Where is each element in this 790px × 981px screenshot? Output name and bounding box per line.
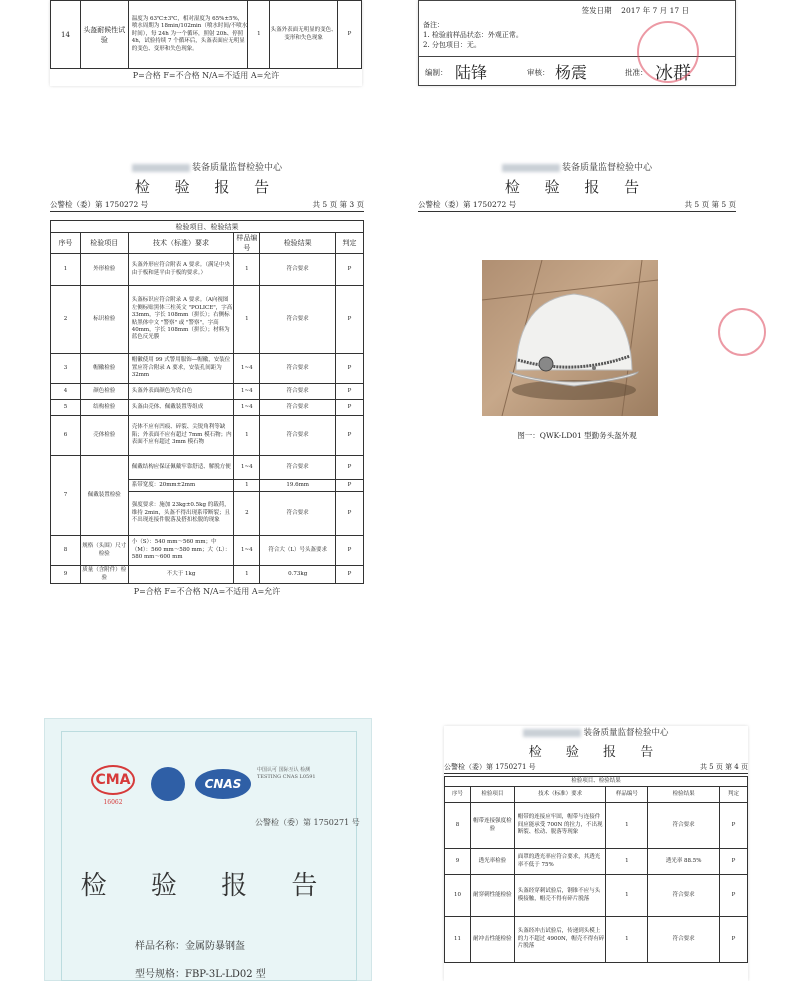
remarks — [423, 21, 523, 50]
cell-sample: 1 — [606, 875, 648, 917]
cell-result: 符合要求 — [648, 875, 720, 917]
cell-sample: 1 — [234, 286, 260, 354]
legend: P=合格 F=不合格 N/A=不适用 A=允许 — [133, 587, 281, 596]
table-row — [51, 254, 364, 286]
cell-req: 帽带的连接应牢固，帽带与连接件间应能承受 700N 的拉力，不出现断裂、松动、脱落等现象 — [514, 803, 606, 849]
report-number: 公警检（委）第 1750271 号 — [255, 818, 360, 827]
results-table — [444, 776, 748, 963]
table-row — [51, 566, 364, 584]
cell-judge: P — [336, 416, 364, 456]
ilac-logo — [151, 767, 185, 801]
org-name — [50, 160, 364, 173]
table-row — [51, 536, 364, 566]
report-info-row — [444, 762, 748, 774]
cell-sample: 1 — [234, 480, 260, 492]
cell-no: 3 — [51, 354, 81, 384]
cell-judge: P — [336, 480, 364, 492]
cell-result: 符合要求 — [260, 400, 336, 416]
cell-no: 9 — [445, 849, 471, 875]
col-header: 判定 — [336, 233, 364, 254]
report-info-row — [418, 199, 736, 212]
table-row — [445, 875, 748, 917]
report-number: 公警检（委）第 1750272 号 — [418, 200, 517, 209]
org-suffix: 装备质量监督检验中心 — [583, 728, 669, 738]
cell-item: 壳体检验 — [80, 416, 128, 456]
model-spec: 型号规格：FBP-3L-LD02 型 — [135, 969, 266, 980]
approver-label: 批准： — [625, 68, 648, 77]
cell-judge: P — [336, 566, 364, 584]
remarks-label: 备注： — [423, 21, 444, 29]
table-header — [445, 787, 748, 803]
cell-sample: 1 — [606, 849, 648, 875]
col-header: 检验项目 — [80, 233, 128, 254]
cell-item: 规格（头围）尺寸检验 — [80, 536, 128, 566]
cell-result: 0.73kg — [260, 566, 336, 584]
table-row — [51, 354, 364, 384]
cell-no: 8 — [445, 803, 471, 849]
cell-result: 符合要求 — [260, 254, 336, 286]
cell-result: 符合大（L）号头盔要求 — [260, 536, 336, 566]
cell-no: 9 — [51, 566, 81, 584]
cell-judge: P — [336, 384, 364, 400]
cell-req: 面罩的透光率应符合要求，其透光率不低于 75% — [514, 849, 606, 875]
cell-judge: P — [720, 803, 748, 849]
table-row — [51, 416, 364, 456]
cell-judge: P — [336, 254, 364, 286]
red-seal-stamp — [637, 21, 699, 83]
col-header: 样品编号 — [234, 233, 260, 254]
cell-sample: 1~4 — [234, 456, 260, 480]
cell-req: 壳体不应有凹痕、碎裂、尖锐角利等缺陷；外表面不应有超过 7mm 模石物；内表面不应有超过 3mm 模石物 — [128, 416, 234, 456]
table-caption: 检验项目、检验结果 — [445, 777, 748, 787]
cell-sample: 1 — [234, 566, 260, 584]
cell-result: 符合要求 — [260, 456, 336, 480]
table-row — [51, 400, 364, 416]
cell-result: 头盔外表面无明显的变色、变形和失色现象 — [270, 1, 338, 69]
report-page-top-left — [50, 0, 362, 86]
page-count: 共 5 页 第 5 页 — [684, 200, 736, 209]
cell-req: 头盔经穿刺试验后，钢锥不应与头模接触，帽壳不得有碎片脱落 — [514, 875, 606, 917]
report-cover-page — [44, 718, 372, 981]
cell-no: 14 — [51, 1, 81, 69]
cnas-logo: CNAS — [195, 769, 251, 799]
report-page-5 — [418, 160, 736, 460]
cell-result: 符合要求 — [260, 354, 336, 384]
cell-req: 强度要求：施加 23kg±0.5kg 的载荷，维持 2min，头盔不得出现系带断裂；且不出现连接件脱落及搭扣松脱的现象 — [128, 492, 234, 536]
redacted-block — [523, 729, 581, 737]
cell-judge: P — [336, 492, 364, 536]
cell-judge: P — [720, 849, 748, 875]
cell-item: 耐穿刺性能检验 — [470, 875, 514, 917]
cell-judge: P — [720, 875, 748, 917]
cell-no: 2 — [51, 286, 81, 354]
table-row — [445, 917, 748, 963]
report-title: 检 验 报 告 — [528, 745, 664, 760]
cell-judge: P — [336, 536, 364, 566]
report-page-top-right — [418, 0, 736, 86]
cell-no: 7 — [51, 456, 81, 536]
cell-sample: 1~4 — [234, 400, 260, 416]
table-row — [51, 1, 362, 69]
legend: P=合格 F=不合格 N/A=不适用 A=允许 — [132, 71, 280, 80]
cell-item: 透光率检验 — [470, 849, 514, 875]
cma-number: 16062 — [103, 799, 123, 806]
cell-result: 符合要求 — [648, 917, 720, 963]
remark-1: 1. 检验前样品状态：外观正常。 — [423, 30, 523, 39]
cell-req: 头盔由壳体、佩戴装置等组成 — [128, 400, 234, 416]
cell-sample: 1 — [606, 917, 648, 963]
col-header: 样品编号 — [606, 787, 648, 803]
cell-result: 符合要求 — [260, 492, 336, 536]
report-number: 公警检（委）第 1750271 号 — [444, 763, 536, 771]
cell-judge: P — [720, 917, 748, 963]
cell-result: 符合要求 — [260, 286, 336, 354]
report-info-row — [50, 199, 364, 212]
cell-sample: 2 — [234, 492, 260, 536]
table-row — [445, 803, 748, 849]
cell-item: 质量（含附件）检验 — [80, 566, 128, 584]
cell-judge: P — [336, 456, 364, 480]
helmet-icon — [482, 260, 658, 416]
cnas-caption: 中国认可 国际互认 检测 TESTING CNAS L0591 — [257, 767, 316, 780]
table-row — [51, 286, 364, 354]
cell-item: 结构检验 — [80, 400, 128, 416]
cell-result: 符合要求 — [260, 384, 336, 400]
remark-2: 2. 分包项目：无。 — [423, 40, 481, 49]
col-header: 判定 — [720, 787, 748, 803]
cell-req: 佩戴结构应保证佩戴牢靠舒适、解脱方便 — [128, 456, 234, 480]
cell-no: 6 — [51, 416, 81, 456]
cell-req: 温度为 63℃±3℃，相对湿度为 65%±5%，喷水周期为 18min/102min（喷水时间/不喷水时间），每 24h 为一个循环，照射 20h、停照 4h，试验持续 7 个循环后，头盔表面应无明显的变色、变形和失色现象。 — [128, 1, 248, 69]
cell-no: 5 — [51, 400, 81, 416]
cell-no: 4 — [51, 384, 81, 400]
cell-req: 头盔标识应符合附录 A 要求。（A向视图左侧标贴黑体三柱英文 "POLICE"，字高 33mm，字长 108mm（拼长）；右侧标贴黑体中文 "警察" 或 "警察"，字高 40mm，字长 108mm（拼长）；材料为蓝色反光膜 — [128, 286, 234, 354]
cell-no: 10 — [445, 875, 471, 917]
red-seal-stamp — [718, 308, 766, 356]
col-header: 检验项目 — [470, 787, 514, 803]
approver-signature: 冰群 — [655, 63, 691, 84]
cell-judge: P — [336, 400, 364, 416]
cell-sample: 1 — [606, 803, 648, 849]
cell-sample: 1~4 — [234, 354, 260, 384]
report-title: 检 验 报 告 — [80, 871, 336, 901]
col-header: 检验结果 — [260, 233, 336, 254]
reviewer-signature: 杨震 — [555, 63, 588, 82]
org-name — [444, 726, 748, 738]
results-table — [50, 220, 364, 584]
cell-req: 系带宽度：20mm±2mm — [128, 480, 234, 492]
cell-req: 头盔经冲击试验后，传递到头模上的力不超过 4900N，帽壳不得有碎片脱落 — [514, 917, 606, 963]
col-header: 序号 — [445, 787, 471, 803]
cell-req: 小（S）：540 mm～560 mm；中（M）：560 mm～580 mm；大（L）：580 mm～600 mm — [128, 536, 234, 566]
cell-sample: 1 — [234, 416, 260, 456]
page-count: 共 5 页 第 3 页 — [312, 200, 364, 209]
reviewer-label: 审核： — [527, 68, 550, 77]
table-caption: 检验项目、检验结果 — [51, 221, 364, 233]
sample-name: 样品名称：金属防暴钢盔 — [135, 941, 245, 952]
report-title: 检 验 报 告 — [134, 178, 280, 196]
table-header — [51, 233, 364, 254]
org-name — [418, 160, 736, 173]
col-header: 技术（标准）要求 — [128, 233, 234, 254]
sign-date-value: 2017 年 7 月 17 日 — [621, 6, 689, 15]
cell-result: 符合要求 — [648, 803, 720, 849]
sign-date-label: 签发日期 — [581, 6, 612, 15]
cell-sample: 1~4 — [234, 536, 260, 566]
cell-no: 1 — [51, 254, 81, 286]
redacted-block — [132, 164, 190, 172]
cell-item: 标识检验 — [80, 286, 128, 354]
cell-item: 外形检验 — [80, 254, 128, 286]
report-title: 检 验 报 告 — [504, 178, 650, 196]
cell-item: 耐冲击性能检验 — [470, 917, 514, 963]
cma-logo: CMA — [91, 765, 135, 795]
cell-result: 符合要求 — [260, 416, 336, 456]
cell-item: 帽带连接强度检验 — [470, 803, 514, 849]
page-count: 共 5 页 第 4 页 — [699, 763, 748, 771]
sign-date — [582, 5, 689, 16]
col-header: 检验结果 — [648, 787, 720, 803]
report-page-4 — [444, 726, 748, 981]
cell-item: 头盔耐候性试验 — [80, 1, 128, 69]
table-row — [51, 456, 364, 480]
org-suffix: 装备质量监督检验中心 — [561, 163, 652, 173]
cell-judge: P — [336, 286, 364, 354]
cell-req: 头盔外表面颜色为瓷白色 — [128, 384, 234, 400]
table-row — [445, 849, 748, 875]
cell-req: 头盔外形应符合附表 A 要求。（满足中央由于板和延平由于板的要求。） — [128, 254, 234, 286]
cell-item: 帽徽检验 — [80, 354, 128, 384]
col-header: 技术（标准）要求 — [514, 787, 606, 803]
cell-req: 不大于 1kg — [128, 566, 234, 584]
col-header: 序号 — [51, 233, 81, 254]
editor-label: 编制： — [425, 68, 448, 77]
cell-item: 佩戴装置检验 — [80, 456, 128, 536]
helmet-photo — [482, 260, 658, 416]
cell-sample: 1~4 — [234, 384, 260, 400]
table-row — [51, 384, 364, 400]
cell-item: 颜色检验 — [80, 384, 128, 400]
cell-result: 19.6mm — [260, 480, 336, 492]
cell-no: 11 — [445, 917, 471, 963]
results-table — [50, 0, 362, 69]
report-number: 公警检（委）第 1750272 号 — [50, 200, 149, 209]
org-suffix: 装备质量监督检验中心 — [191, 163, 282, 173]
report-page-3 — [50, 160, 364, 606]
photo-caption: 图一：QWK-LD01 型勤务头盔外观 — [517, 431, 637, 440]
cell-result: 透光率 88.5% — [648, 849, 720, 875]
redacted-block — [502, 164, 560, 172]
cell-judge: P — [338, 1, 362, 69]
cell-req: 帽徽使用 99 式警用服饰—帽徽，安装位置应符合附录 A 要求，安装孔间距为 32mm — [128, 354, 234, 384]
editor-signature: 陆锋 — [455, 63, 488, 82]
cell-sample: 1 — [248, 1, 270, 69]
cell-judge: P — [336, 354, 364, 384]
cell-no: 8 — [51, 536, 81, 566]
cell-sample: 1 — [234, 254, 260, 286]
